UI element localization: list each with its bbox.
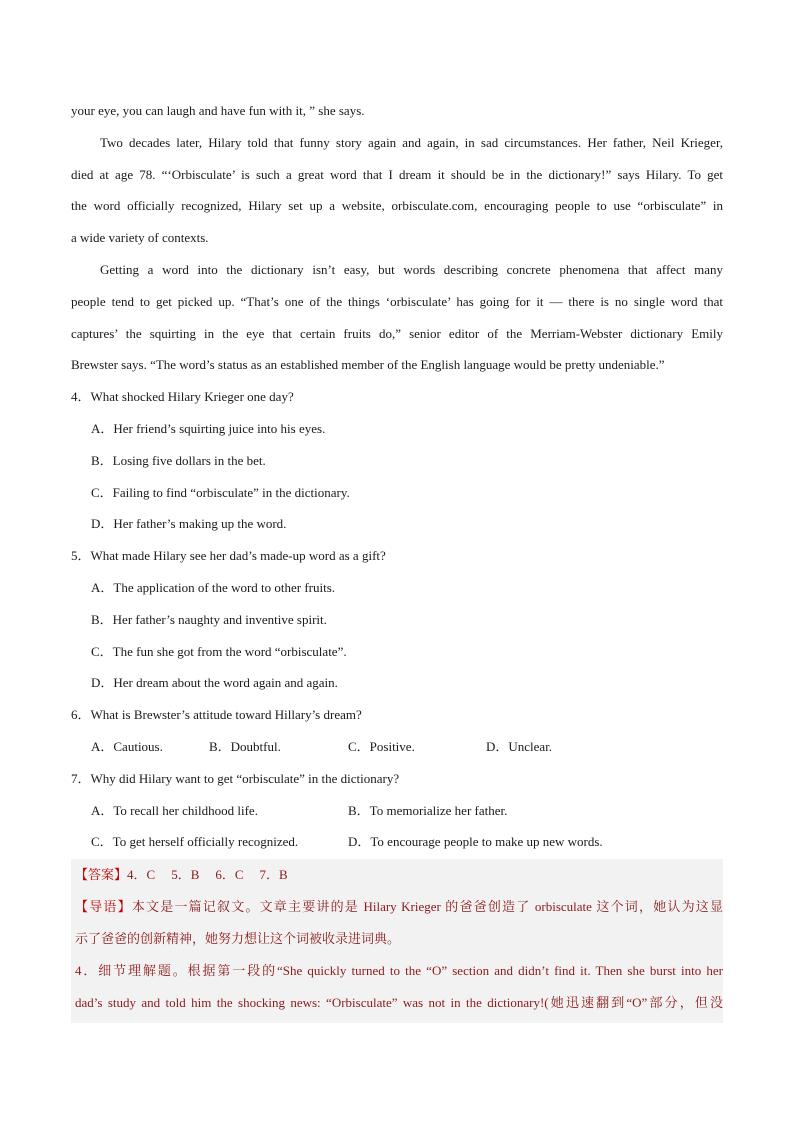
passage-line: Getting a word into the dictionary isn’t easy, but words describing concrete phenomena that affect many — [100, 261, 723, 277]
question-6 — [71, 699, 723, 763]
option-b: B．Losing five dollars in the bet. — [91, 452, 266, 468]
option-row — [71, 795, 723, 827]
question-stem: 4．What shocked Hilary Krieger one day? — [71, 389, 294, 405]
passage-line: died at age 78. “‘Orbisculate’ is such a great word that I dream it should be in the dictionary!” says Hilary. To get — [71, 166, 723, 182]
option-a: A．To recall her childhood life. — [91, 802, 258, 818]
question-stem: 7．Why did Hilary want to get “orbisculate” in the dictionary? — [71, 770, 400, 786]
option-d: D．Unclear. — [486, 738, 553, 754]
option-c: C．The fun she got from the word “orbisculate”. — [91, 643, 347, 659]
answer-item: 5．B — [171, 867, 200, 883]
answer-item: 6．C — [215, 867, 244, 883]
question-5 — [71, 540, 723, 699]
answer-tag: 【答案】 — [75, 867, 128, 883]
option-row — [71, 826, 723, 858]
passage-line: Brewster says. “The word’s status as an established member of the English language would be pretty undeniable.” — [71, 357, 665, 373]
answer-item: 4．C — [127, 867, 156, 883]
question-7 — [71, 763, 723, 858]
answer-box — [71, 859, 723, 1023]
option-d: D．Her dream about the word again and again. — [91, 675, 338, 691]
option-c: C．Failing to find “orbisculate” in the dictionary. — [91, 484, 350, 500]
option-a: A．The application of the word to other fruits. — [91, 579, 336, 595]
passage-line: your eye, you can laugh and have fun with it, ” she says. — [71, 103, 365, 118]
answer-line — [75, 859, 723, 891]
question-stem: 6．What is Brewster’s attitude toward Hillary’s dream? — [71, 707, 362, 723]
option-a: A．Cautious. — [91, 738, 163, 754]
passage-line: captures’ the squirting in the eye that certain fruits do,” senior editor of the Merriam-Webster dictionary Emily — [71, 325, 723, 341]
option-b: B．To memorialize her father. — [348, 802, 508, 818]
guide-line: 示了爸爸的创新精神，她努力想让这个词被收录进词典。 — [75, 931, 401, 947]
document-page — [71, 95, 723, 1023]
detail-line: 4．细节理解题。根据第一段的“She quickly turned to the “O” section and didn’t find it. Then she burst into her — [75, 963, 723, 979]
option-d: D．Her father’s making up the word. — [91, 516, 287, 532]
option-c: C．To get herself officially recognized. — [91, 834, 299, 850]
passage-line: a wide variety of contexts. — [71, 230, 209, 246]
detail-line: dad’s study and told him the shocking news: “Orbisculate” was not in the dictionary!(她迅速翻到“O”部分，但没 — [75, 995, 723, 1011]
question-stem: 5．What made Hilary see her dad’s made-up word as a gift? — [71, 548, 386, 564]
option-d: D．To encourage people to make up new words. — [348, 834, 603, 850]
passage-line: the word officially recognized, Hilary set up a website, orbisculate.com, encouraging people to use “orbisculate” in — [71, 198, 723, 214]
answer-item: 7．B — [259, 867, 288, 883]
guide-line — [75, 891, 723, 923]
question-4 — [71, 381, 723, 540]
option-b: B．Her father’s naughty and inventive spirit. — [91, 611, 327, 627]
guide-tag: 【导语】 — [75, 899, 132, 915]
option-b: B．Doubtful. — [209, 738, 281, 754]
passage-line: people tend to get picked up. “That’s one of the things ‘orbisculate’ has going for it — there is no single word that — [71, 293, 723, 309]
guide-text: 本文是一篇记叙文。文章主要讲的是 Hilary Krieger 的爸爸创造了 orbisculate 这个词，她认为这显 — [131, 899, 723, 915]
option-a: A．Her friend’s squirting juice into his eyes. — [91, 420, 326, 436]
option-c: C．Positive. — [348, 738, 415, 754]
passage-line: Two decades later, Hilary told that funny story again and again, in sad circumstances. Her father, Neil Krieger, — [100, 134, 723, 150]
passage — [71, 95, 723, 381]
option-row — [71, 731, 723, 763]
